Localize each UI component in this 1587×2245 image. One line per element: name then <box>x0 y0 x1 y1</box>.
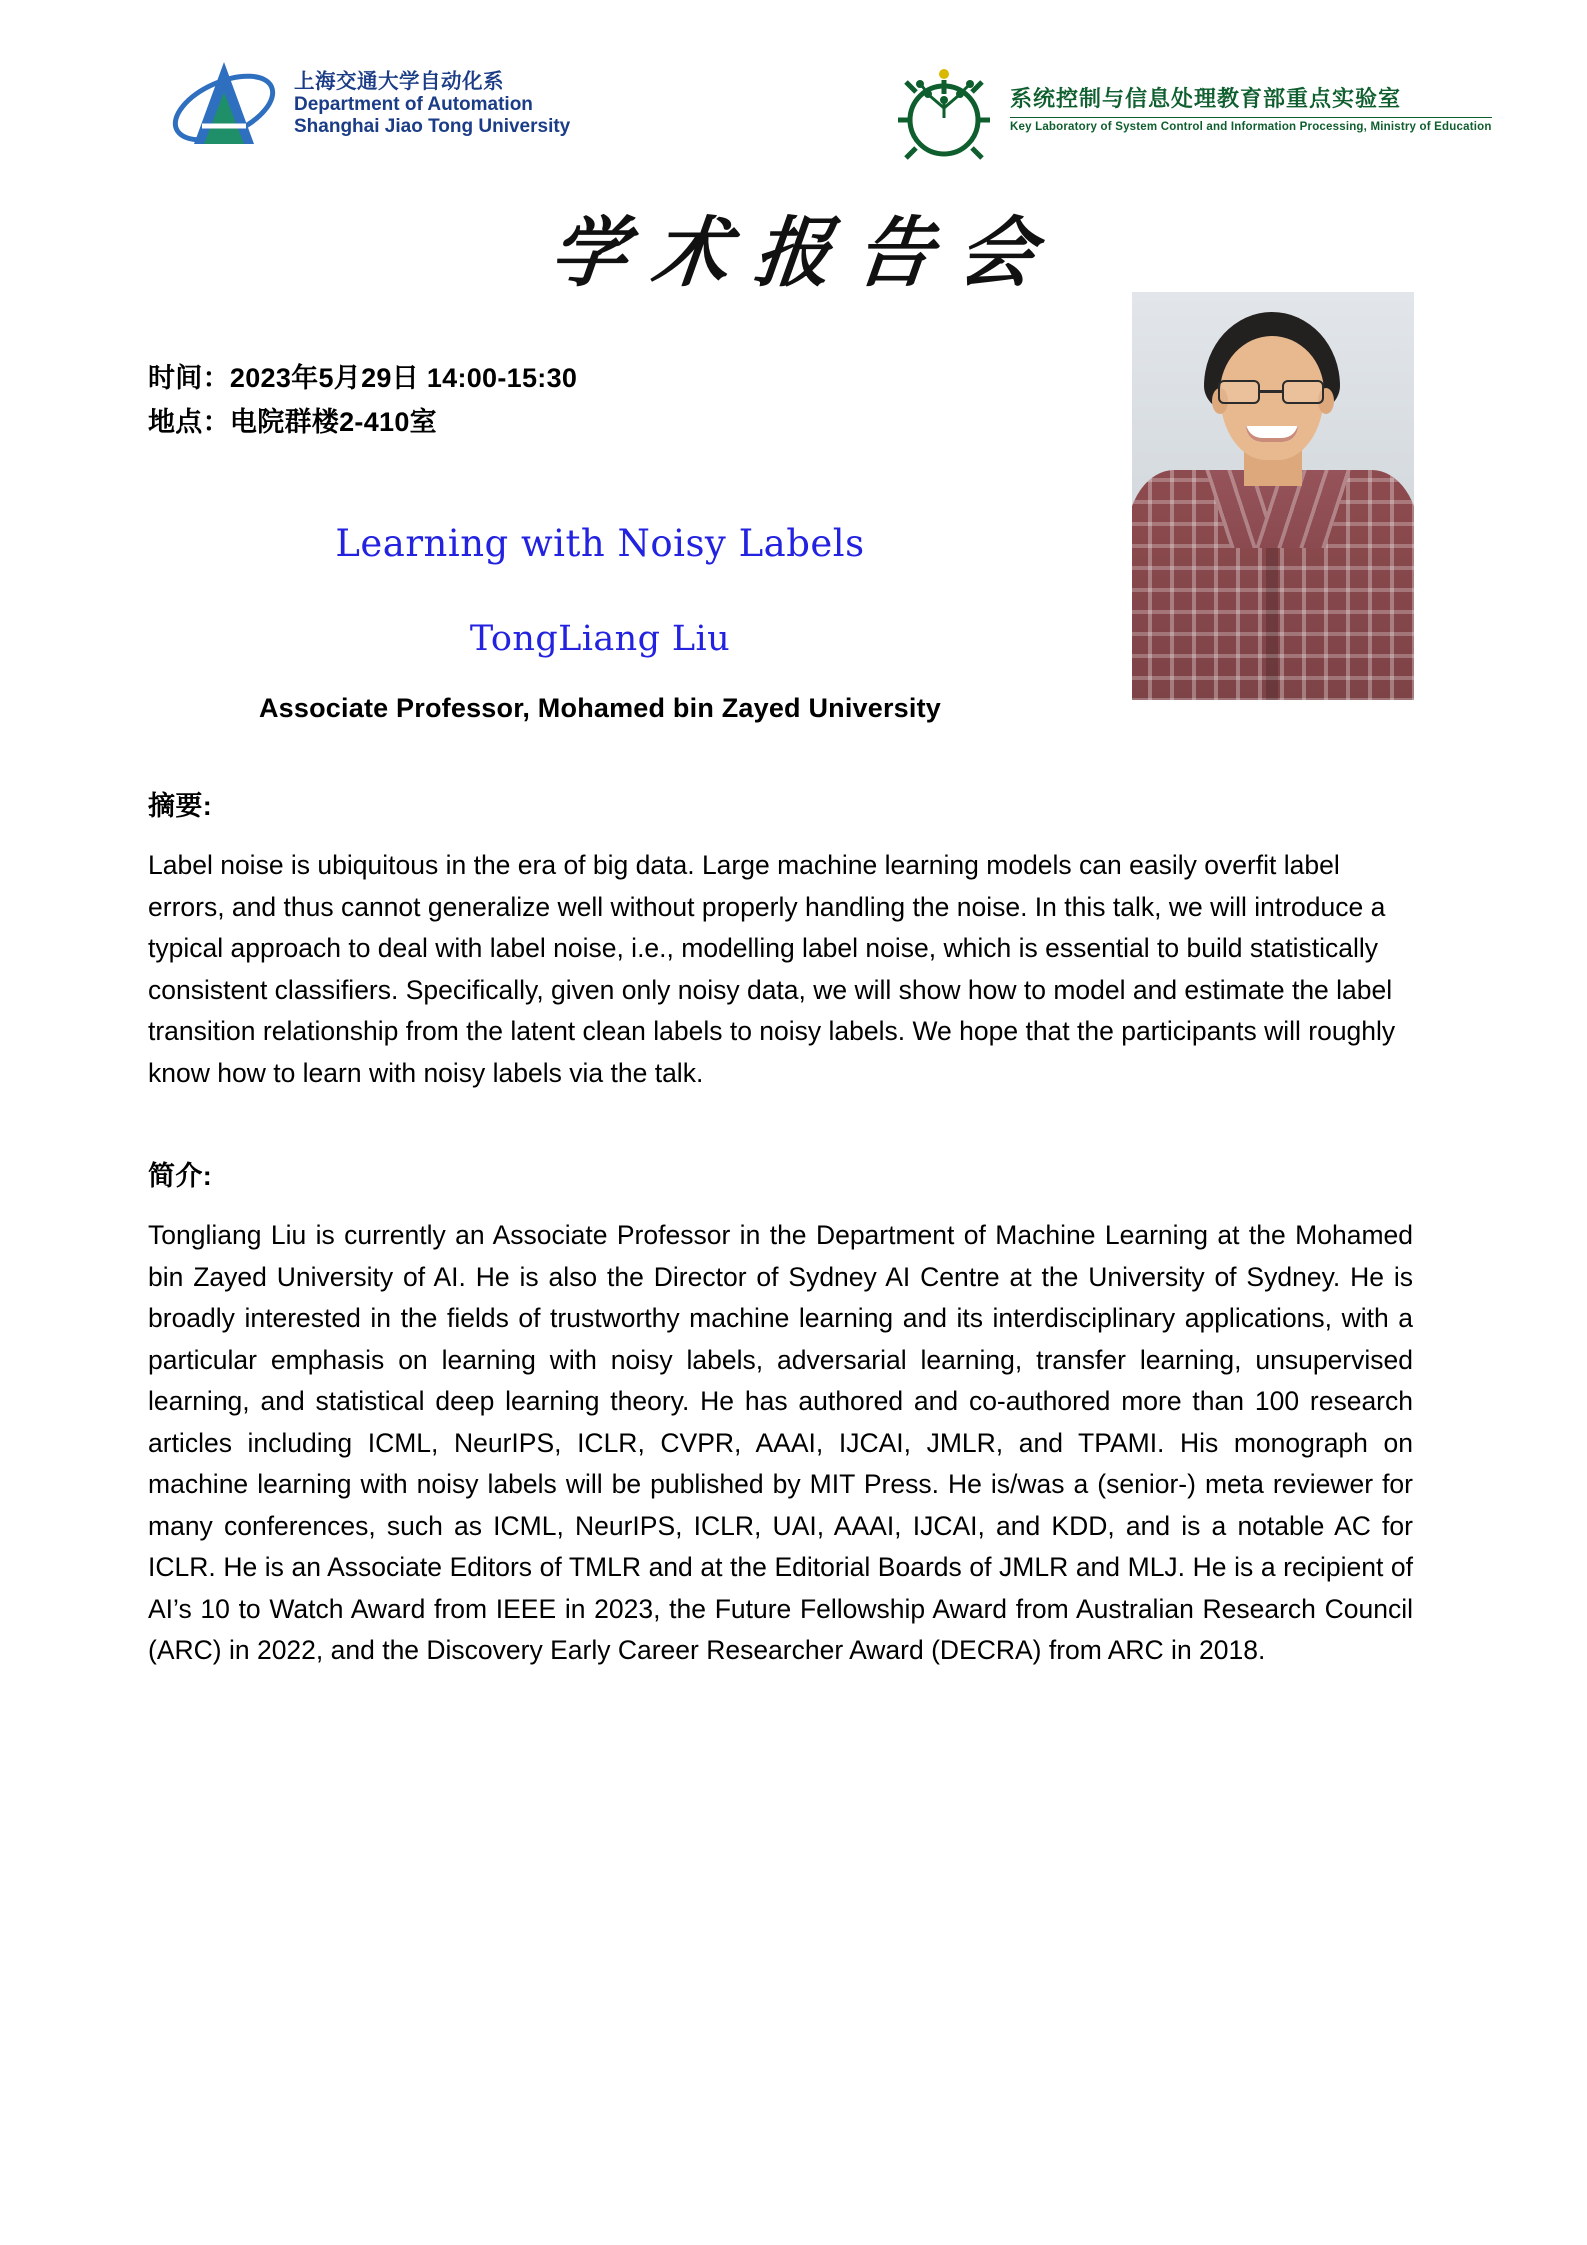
key-lab-logo <box>890 58 1492 162</box>
sjtu-arch-logo-icon <box>168 48 280 160</box>
bio-section <box>148 1154 1413 1671</box>
glasses-lens-right <box>1282 380 1324 404</box>
sjtu-logo-en-line2: Shanghai Jiao Tong University <box>294 116 571 138</box>
event-location: 地点：电院群楼2-410室 <box>148 406 437 437</box>
talk-header <box>0 522 1000 724</box>
talk-title: Learning with Noisy Labels <box>335 522 865 566</box>
sjtu-logo-en-line1: Department of Automation <box>294 93 533 115</box>
bio-heading: 简介: <box>148 1161 213 1192</box>
lab-gear-circuit-logo-icon <box>890 58 998 162</box>
speaker-portrait-image <box>1132 292 1414 700</box>
event-time: 时间：2023年5月29日 14:00-15:30 <box>148 363 578 393</box>
header-logos <box>0 0 1587 190</box>
abstract-text: Label noise is ubiquitous in the era of big data. Large machine learning models can easily overfit label errors, and thus cannot generalize well without properly handling the noise. In this talk, we will introduce a typical approach to deal with label noise, i.e., modelling label noise, which is essential to build statistically consistent classifiers. Specifically, given only noisy data, we will show how to model and estimate the label transition relationship from the latent clean labels to noisy labels. We hope that the participants will roughly know how to learn with noisy labels via the talk. <box>148 850 1396 1088</box>
key-lab-cn-name: 系统控制与信息处理教育部重点实验室 <box>1010 86 1402 112</box>
glasses-lens-left <box>1218 380 1260 404</box>
key-lab-en-name: Key Laboratory of System Control and Information Processing, Ministry of Education <box>1010 117 1492 135</box>
sjtu-automation-logo <box>168 48 570 160</box>
abstract-section <box>148 784 1413 1094</box>
glasses-icon <box>1216 380 1328 406</box>
page-title: 学术报告会 <box>546 208 1066 297</box>
glasses-bridge <box>1260 390 1282 393</box>
speaker-name: TongLiang Liu <box>469 619 731 660</box>
portrait-smile <box>1246 426 1298 442</box>
abstract-heading: 摘要: <box>148 791 213 822</box>
bio-text: Tongliang Liu is currently an Associate Professor in the Department of Machine Learning at the Mohamed bin Zayed University of AI. He is also the Director of Sydney AI Centre at the University of Sydney. He is broadly interested in the fields of trustworthy machine learning and its interdisciplinary applications, with a particular emphasis on learning with noisy labels, adversarial learning, transfer learning, unsupervised learning, and statistical deep learning theory. He has authored and co-authored more than 100 research articles including ICML, NeurIPS, ICLR, CVPR, AAAI, IJCAI, JMLR, and TPAMI. His monograph on machine learning with noisy labels will be published by MIT Press. He is/was a (senior-) meta reviewer for many conferences, such as ICML, NeurIPS, ICLR, UAI, AAAI, IJCAI, and KDD, and is a notable AC for ICLR. He is an Associate Editors of TMLR and at the Editorial Boards of JMLR and MLJ. He is a recipient of AI’s 10 to Watch Award from IEEE in 2023, the Future Fellowship Award from Australian Research Council (ARC) in 2022, and the Discovery Early Career Researcher Award (DECRA) from ARC in 2018. <box>148 1220 1413 1665</box>
sjtu-logo-cn-name: 上海交通大学自动化系 <box>294 69 504 93</box>
speaker-affiliation: Associate Professor, Mohamed bin Zayed University <box>258 693 942 724</box>
